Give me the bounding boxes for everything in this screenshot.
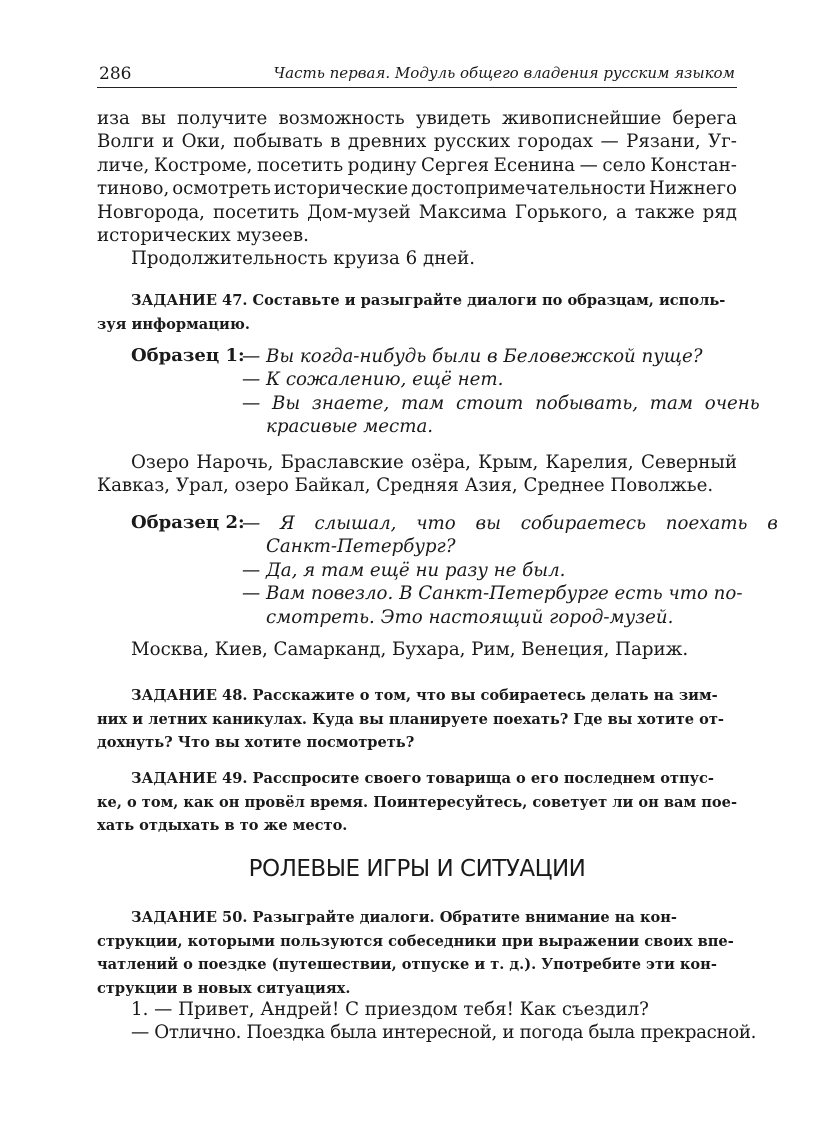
- example-2: [97, 512, 778, 632]
- task-48: [97, 684, 737, 755]
- example-2-label: Образец 2:: [131, 512, 245, 533]
- places-line: Озеро Нарочь, Браславские озёра, Крым, Карелия, Северный: [131, 452, 737, 473]
- header-rule: [97, 87, 737, 88]
- dialog-1-line-1: 1. — Привет, Андрей! С приездом тебя! Как съездил?: [131, 999, 649, 1020]
- task-48-text: Расскажите о том, что вы собираетесь делать на зим-: [252, 687, 718, 704]
- example-2-dialog-line: Санкт-Петербург?: [266, 536, 456, 558]
- task-49-line-1: [97, 767, 737, 791]
- task-49-line-3: хать отдыхать в то же место.: [97, 817, 348, 834]
- example-1: [97, 345, 760, 445]
- example-1-dialog-line: — Вы когда-нибудь были в Беловежской пуще?: [242, 346, 703, 367]
- duration-line: Продолжительность круиза 6 дней.: [131, 248, 476, 270]
- intro-paragraph: [97, 107, 737, 271]
- intro-line: исторических музеев.: [97, 225, 309, 247]
- running-title: Часть первая. Модуль общего владения русским языком: [273, 64, 735, 82]
- example-1-dialog-line: — К сожалению, ещё нет.: [242, 369, 504, 391]
- task-47-text: Составьте и разыграйте диалоги по образцам, исполь-: [252, 292, 726, 309]
- intro-line: Новгорода, посетить Дом-музей Максима Горького, а также ряд: [97, 201, 737, 223]
- task-50-label: ЗАДАНИЕ 50.: [131, 909, 248, 926]
- places-line: Кавказ, Урал, озеро Байкал, Средняя Азия, Среднее Поволжье.: [97, 475, 714, 497]
- task-49-line-2: ке, о том, как он провёл время. Поинтересуйтесь, советует ли он вам пое-: [97, 793, 738, 811]
- task-49: [97, 767, 737, 838]
- intro-line: личе, Костроме, посетить родину Сергея Есенина — село Констан-: [97, 154, 737, 176]
- task-50-line-3: чатлений о поездке (путешествии, отпуске и т. д.). Употребите эти кон-: [97, 956, 717, 973]
- example-2-cities: [97, 638, 737, 661]
- task-48-line-3: дохнуть? Что вы хотите посмотреть?: [97, 734, 415, 751]
- example-1-dialog-line: — Вы знаете, там стоит побывать, там очень: [242, 392, 760, 414]
- cities-line: Москва, Киев, Самарканд, Бухара, Рим, Венеция, Париж.: [131, 639, 689, 660]
- intro-line: тиново, осмотреть исторические достопримечательности Нижнего: [97, 178, 737, 200]
- task-49-text: Расспросите своего товарища о его последнем отпус-: [252, 770, 714, 787]
- task-47-line-1: [97, 289, 737, 313]
- example-2-dialog-line: — Вам повезло. В Санкт-Петербурге есть что по-: [242, 583, 743, 605]
- example-1-dialog-line: красивые места.: [266, 416, 434, 438]
- intro-line: Волги и Оки, побывать в древних русских городах — Рязани, Уг-: [97, 131, 737, 153]
- example-2-dialog-line: — Да, я там ещё ни разу не был.: [242, 559, 566, 581]
- example-2-dialog-line: — Я слышал, что вы собираетесь поехать в: [242, 513, 778, 534]
- section-heading: РОЛЕВЫЕ ИГРЫ И СИТУАЦИИ: [248, 856, 586, 882]
- task-48-line-1: [97, 684, 737, 708]
- task-50-line-4: струкции в новых ситуациях.: [97, 979, 351, 997]
- example-2-dialog-line: смотреть. Это настоящий город-музей.: [266, 606, 674, 628]
- task-48-line-2: них и летних каникулах. Куда вы планируете поехать? Где вы хотите от-: [97, 710, 724, 728]
- task-50-text: Разыграйте диалоги. Обратите внимание на кон-: [252, 909, 677, 926]
- dialog-1: [97, 998, 757, 1045]
- example-1-label: Образец 1:: [131, 345, 245, 366]
- task-47-line-2: зуя информацию.: [97, 315, 250, 333]
- page-header: [97, 58, 737, 88]
- task-47: [97, 289, 737, 336]
- dialog-1-line-2: — Отлично. Поездка была интересной, и погода была прекрасной.: [131, 1022, 757, 1044]
- task-49-label: ЗАДАНИЕ 49.: [131, 770, 248, 787]
- page-number: 286: [99, 64, 132, 84]
- task-48-label: ЗАДАНИЕ 48.: [131, 687, 248, 704]
- task-47-label: ЗАДАНИЕ 47.: [131, 292, 248, 309]
- task-50: [97, 906, 737, 1000]
- example-1-places: [97, 451, 737, 498]
- intro-line: иза вы получите возможность увидеть живописнейшие берега: [97, 108, 737, 129]
- task-50-line-1: [97, 906, 737, 930]
- task-50-line-2: струкции, которыми пользуются собеседники при выражении своих впе-: [97, 932, 734, 950]
